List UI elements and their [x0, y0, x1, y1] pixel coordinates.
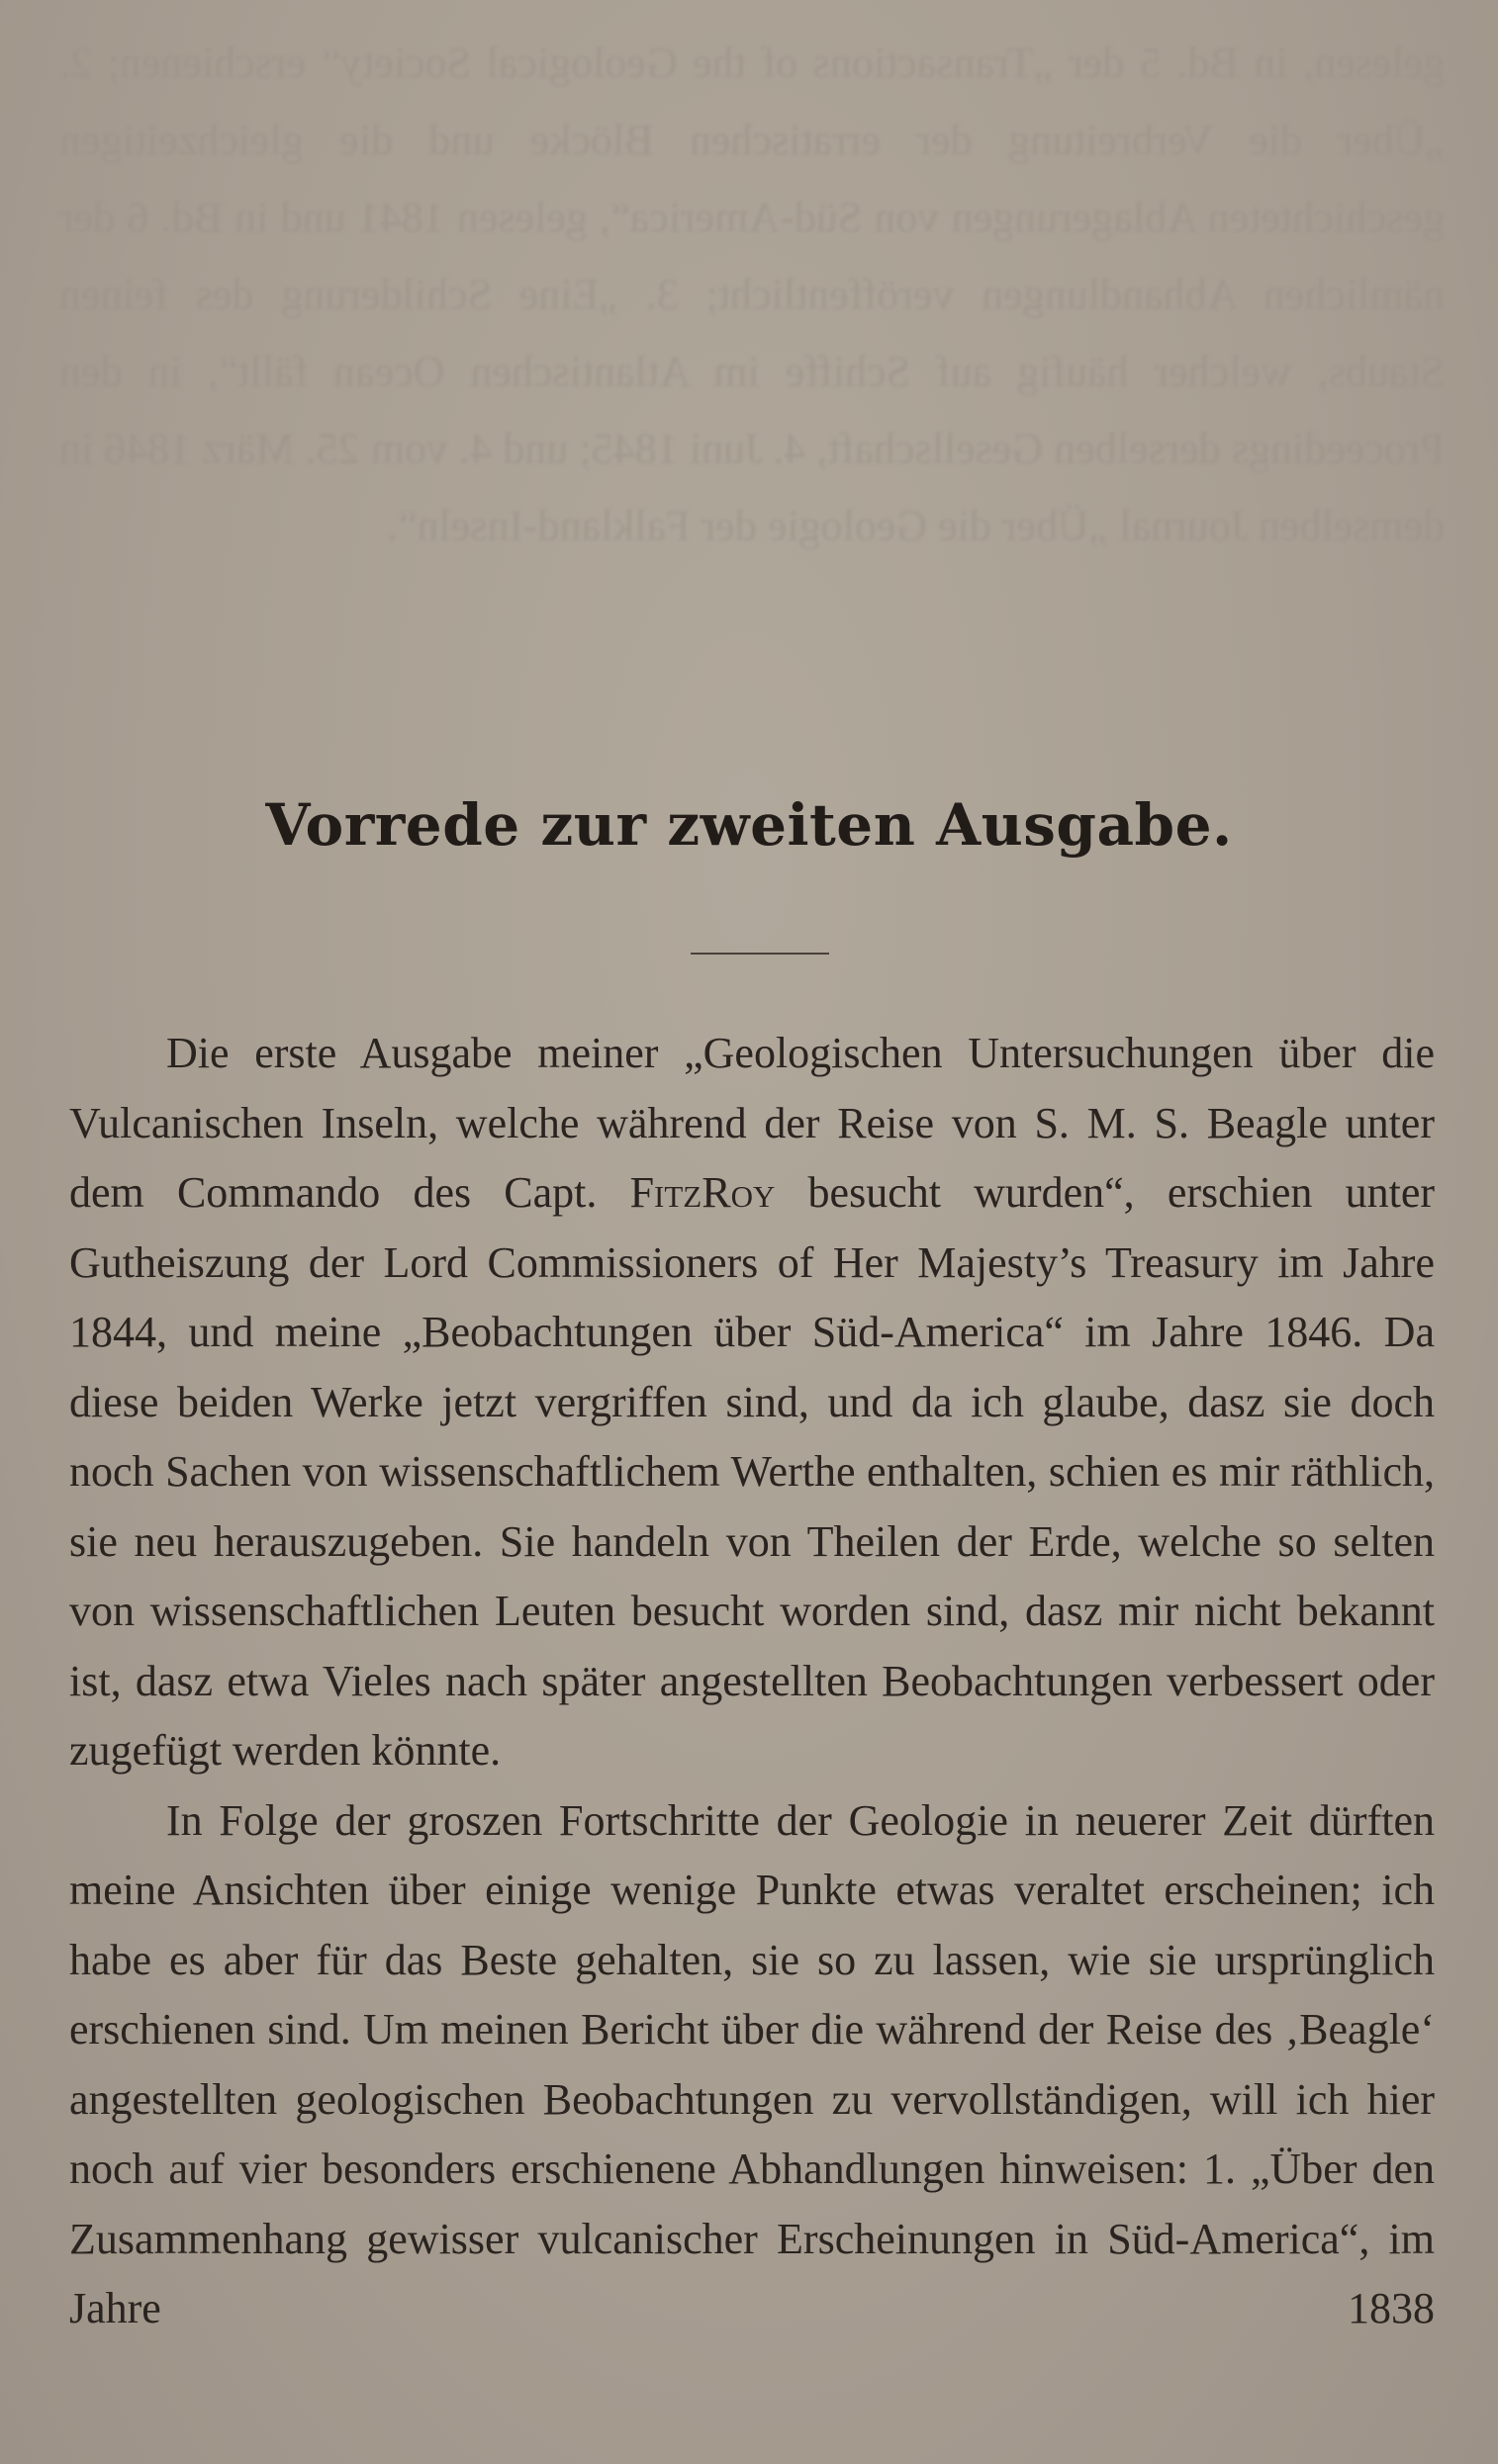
- name-fitzroy: FitzRoy: [629, 1168, 776, 1217]
- paragraph-1-start: Die erste Ausgabe meiner „Geologischen Untersuchungen über die Vulcanischen Inseln, welche während der Reise von S. M. S. Beagle unter dem Commando des Capt.: [69, 1029, 1435, 1217]
- paragraph-1-end: besucht wurden“, erschien unter Gutheiszung der Lord Commissioners of Her Majesty’s Treasury im Jahre 1844, und meine „Beobachtungen über Süd-America“ im Jahre 1846. Da diese beiden Werke jetzt vergriffen sind, und da ich glaube, dasz sie doch noch Sachen von wissenschaftlichem Werthe enthalten, schien es mir räthlich, sie neu herauszugeben. Sie handeln von Theilen der Erde, welche so selten von wissenschaftlichen Leuten besucht worden sind, dasz mir nicht bekannt ist, dasz etwa Vieles nach später angestellten Beobachtungen verbessert oder zugefügt werden könnte.: [69, 1168, 1435, 1775]
- paragraph-1: [69, 1019, 1435, 1786]
- paragraph-2: In Folge der groszen Fortschritte der Geologie in neuerer Zeit dürften meine Ansichten über einige wenige Punkte etwas veraltet erscheinen; ich habe es aber für das Beste gehalten, sie so zu lassen, wie sie ursprünglich erschienen sind. Um meinen Bericht über die während der Reise des ‚Beagle‘ angestellten geologischen Beobachtungen zu vervollständigen, will ich hier noch auf vier besonders erschienene Abhandlungen hinweisen: 1. „Über den Zusammenhang gewisser vulcanischer Erscheinungen in Süd-America“, im Jahre 1838: [69, 1795, 1435, 2332]
- bleed-through-text: gelesen, in Bd. 5 der „Transactions of the Geological Society“ erschienen; 2. „Über die Verbreitung der erratischen Blöcke und die gleichzeitigen geschichteten Ablagerungen von Süd-America“, gelesen 1841 und in Bd. 6 der nämlichen Abhandlungen veröffentlicht; 3. „Eine Schilderung des feinen Staubs, welcher häufig auf Schiffe im Atlantischen Ocean fällt“, in den Proceedings derselben Gesellschaft, 4. Juni 1845; und 4. vom 25. März 1846 in demselben Journal „Über die Geologie der Falkland-Inseln“.: [59, 39, 1445, 550]
- page-title: Vorrede zur zweiten Ausgabe.: [265, 791, 1233, 859]
- body-text: [69, 1019, 1435, 2344]
- title-divider: [691, 953, 829, 955]
